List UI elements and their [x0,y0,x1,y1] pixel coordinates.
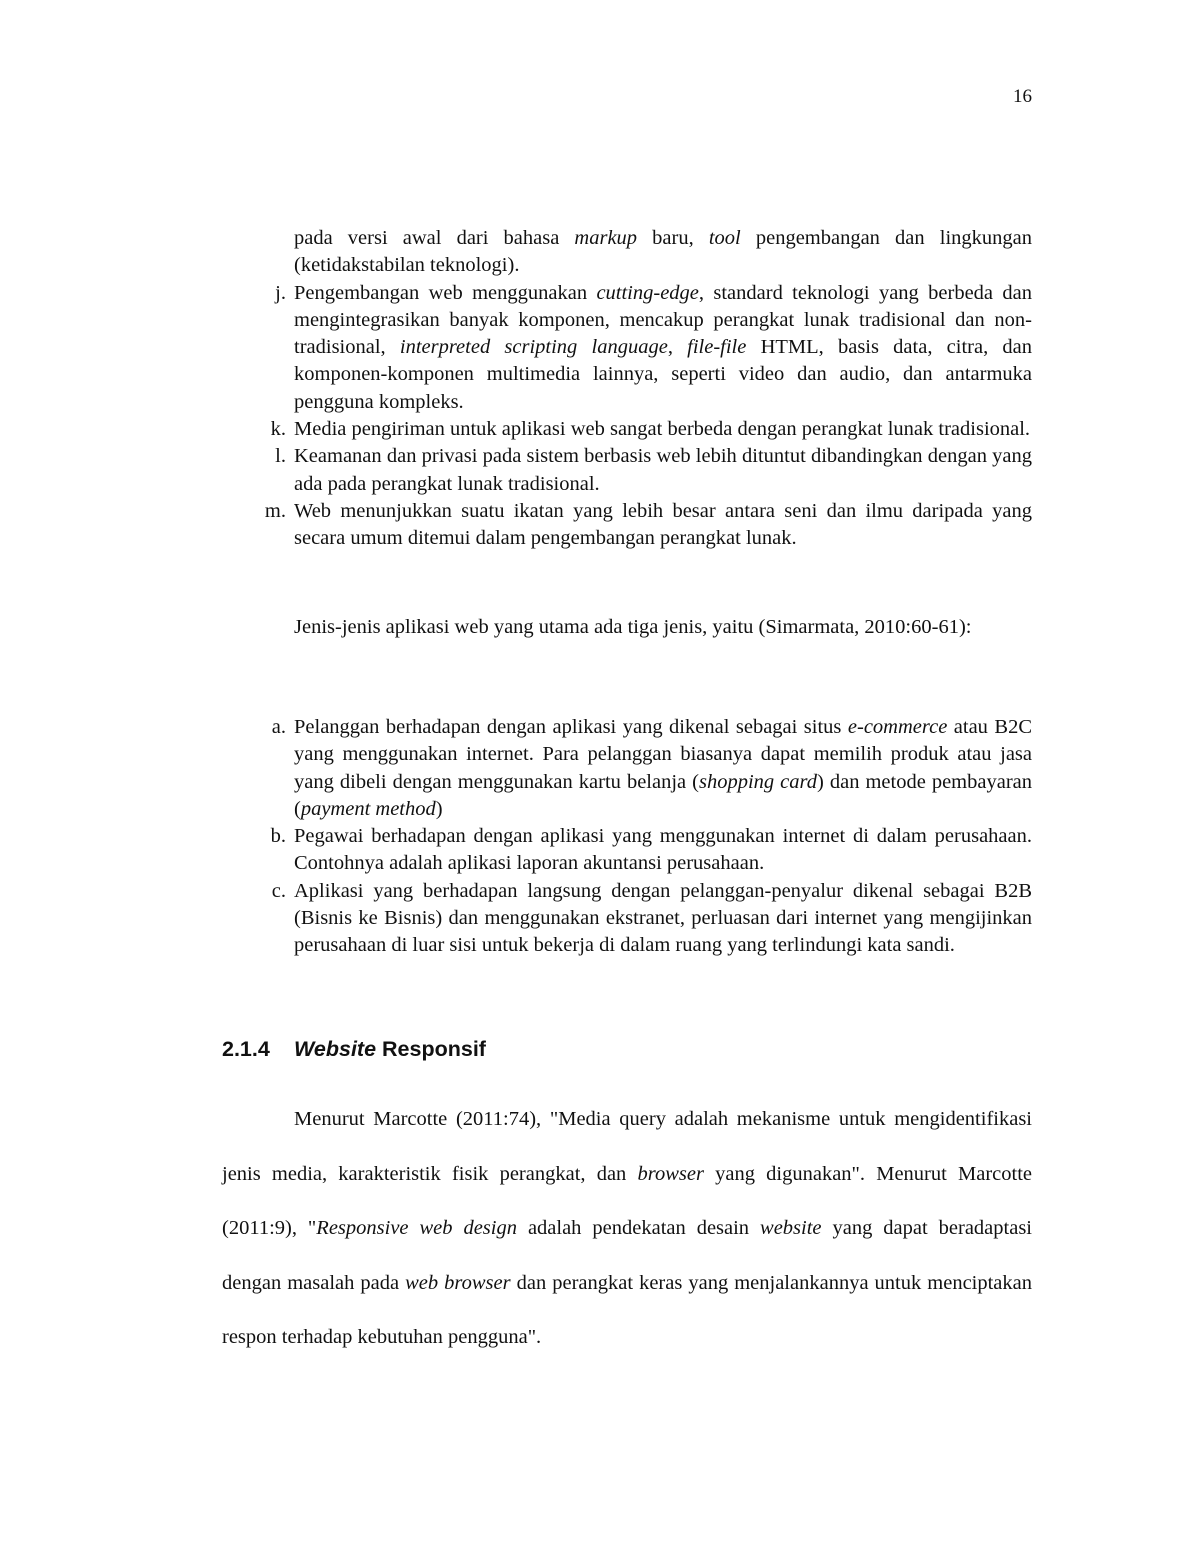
list-item [222,498,1032,553]
list-marker: m. [264,499,286,522]
list-marker: j. [275,281,286,304]
list-item [222,878,1032,960]
text-run: atau B2C yang menggunakan internet. Para pelanggan biasanya dapat memilih produk atau jasa yang dibeli dengan menggunakan kartu belanja ( [294,716,1032,793]
list-marker: k. [270,418,286,441]
text-run: Web menunjukkan suatu ikatan yang lebih besar antara seni dan ilmu daripada yang secara umum ditemui dalam pengembangan perangkat lunak. [294,499,1032,550]
section-title-rest: Responsif [376,1037,486,1061]
text-run: HTML, basis data, citra, dan komponen-komponen multimedia lainnya, seperti video dan audio, dan antarmuka pengguna kompleks. [294,336,1033,413]
text-run: dan perangkat keras yang menjalankannya untuk menciptakan respon terhadap kebutuhan pengguna". [222,1271,1033,1348]
text-run: Pegawai berhadapan dengan aplikasi yang menggunakan internet di dalam perusahaan. Contohnya adalah aplikasi laporan akuntansi perusahaan. [294,825,1032,875]
italic-text: interpreted scripting language [399,336,668,359]
text-run: adalah pendekatan desain [516,1217,761,1239]
list-item [222,823,1032,878]
text-run: Keamanan dan privasi pada sistem berbasis web lebih dituntut dibandingkan dengan yang ada pada perangkat lunak tradisional. [294,445,1032,495]
list-marker: a. [271,716,286,738]
text-run: yang dapat beradaptasi dengan masalah pada [222,1217,1032,1294]
list-item [222,714,1032,823]
italic-text: e-commerce [847,716,948,738]
text-run: pada versi awal dari bahasa [294,227,575,249]
italic-text: cutting-edge [596,281,699,304]
text-run: pengembangan dan lingkungan (ketidakstabilan teknologi). [294,227,1032,277]
text-run: Media pengiriman untuk aplikasi web sangat berbeda dengan perangkat lunak tradisional. [294,418,1031,441]
intro-paragraph: Jenis-jenis aplikasi web yang utama ada tiga jenis, yaitu (Simarmata, 2010:60-61): [294,616,972,638]
list-item [222,416,1032,443]
list-marker: l. [275,445,286,468]
page-number: 16 [1013,86,1032,107]
italic-text: web browser [405,1271,511,1294]
italic-text: shopping card [698,770,817,793]
text-run: , standard teknologi yang berbeda dan mengintegrasikan banyak komponen, mencakup perangkat lunak tradisional dan non-tradisional, [294,281,1032,359]
text-run: Aplikasi yang berhadapan langsung dengan pelanggan-penyalur dikenal sebagai B2B (Bisnis ke Bisnis) dan menggunakan ekstranet, perluasan dari internet yang mengijinkan perusahaan di luar sisi untuk bekerja di dalam ruang yang terlindungi kata sandi. [294,879,1032,957]
list-top [222,225,1032,553]
list-marker: c. [271,879,286,902]
italic-text: website [760,1217,822,1239]
section-heading [222,1037,1032,1062]
list-item-continuation [222,225,1032,280]
list-item [222,443,1032,498]
text-run: ) [435,797,443,820]
list-items [222,280,1032,553]
italic-text: Responsive web design [316,1217,517,1239]
text-run: Pengembangan web menggunakan [294,281,597,304]
list-marker: b. [270,825,286,848]
text-run: baru, [637,227,709,249]
text-run: Pelanggan berhadapan dengan aplikasi yang dikenal sebagai situs [294,716,848,738]
section-number: 2.1.4 [222,1037,270,1061]
marcotte-paragraph [222,1092,1032,1365]
italic-text: markup [574,227,638,249]
italic-text: browser [637,1162,704,1185]
list-bottom [222,714,1032,960]
italic-text: payment method [300,797,436,820]
text-run: ) dan metode pembayaran ( [294,770,1032,820]
list-items [222,714,1032,960]
text-run: Menurut Marcotte (2011:74), "Media query adalah mekanisme untuk mengidentifikasi jenis media, karakteristik fisik perangkat, dan [222,1108,1032,1185]
text-run: yang digunakan". Menurut Marcotte (2011:9), " [222,1162,1032,1239]
italic-text: tool [708,227,741,249]
italic-text: file-file [687,336,747,359]
list-item [222,280,1032,416]
text-run: , [667,336,688,359]
section-title-italic: Website [294,1037,377,1061]
